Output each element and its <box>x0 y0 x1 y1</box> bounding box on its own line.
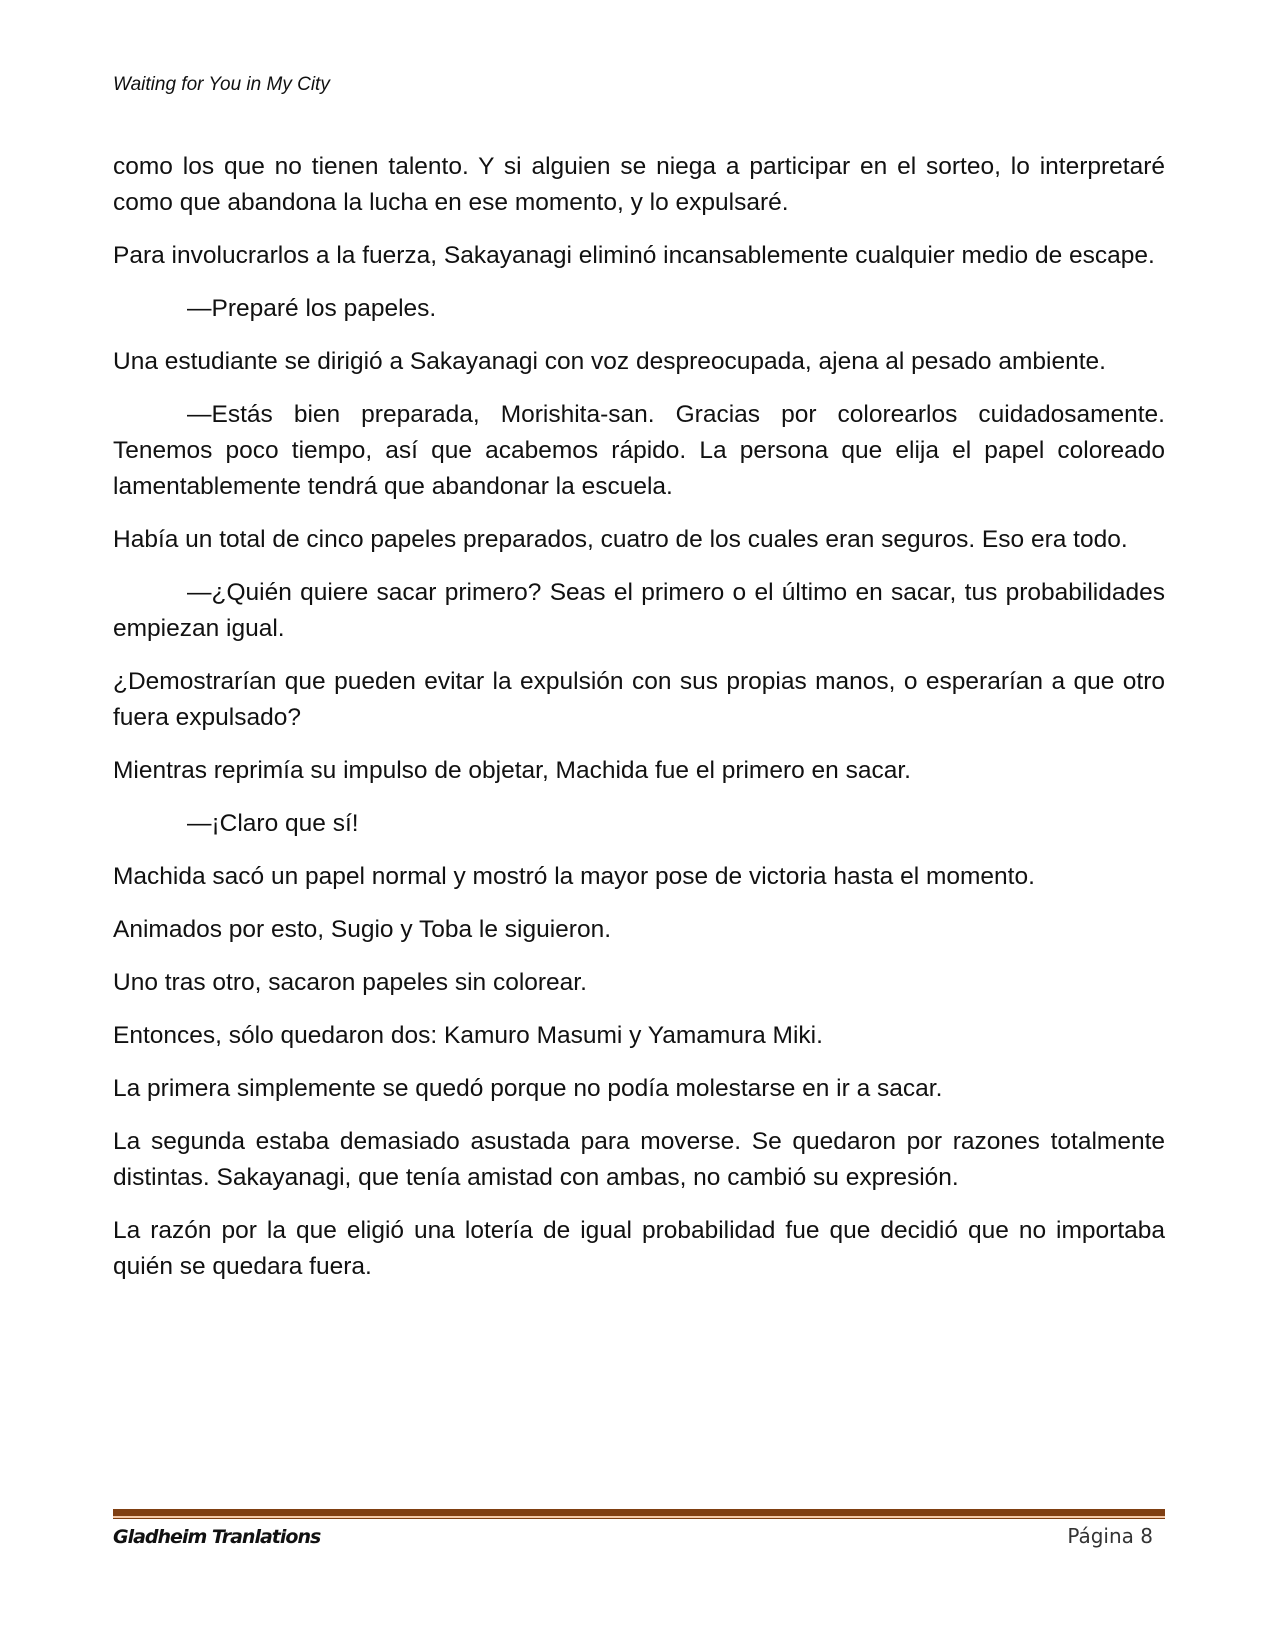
paragraph: Animados por esto, Sugio y Toba le siguieron. <box>113 916 612 943</box>
running-header: Waiting for You in My City <box>113 74 330 95</box>
paragraph: como los que no tienen talento. Y si alguien se niega a participar en el sorteo, lo interpretaré como que abandona la lucha en ese momento, y lo expulsaré. <box>113 153 1165 216</box>
paragraph: Entonces, sólo quedaron dos: Kamuro Masumi y Yamamura Miki. <box>113 1022 823 1049</box>
dialogue-paragraph: —Preparé los papeles. <box>187 295 437 322</box>
paragraph: Uno tras otro, sacaron papeles sin colorear. <box>113 969 587 996</box>
footer-publisher: Gladheim Tranlations <box>113 1526 321 1548</box>
dialogue-paragraph: —Estás bien preparada, Morishita-san. Gracias por colorearlos cuidadosamente. Tenemos poco tiempo, así que acabemos rápido. La persona que elija el papel coloreado lamentablemente tendrá que abandonar la escuela. <box>113 401 1165 500</box>
paragraph: La segunda estaba demasiado asustada para moverse. Se quedaron por razones totalmente distintas. Sakayanagi, que tenía amistad con ambas, no cambió su expresión. <box>113 1128 1165 1191</box>
dialogue-paragraph: —¡Claro que sí! <box>187 810 359 837</box>
dialogue-paragraph: —¿Quién quiere sacar primero? Seas el primero o el último en sacar, tus probabilidades empiezan igual. <box>113 579 1165 642</box>
paragraph: ¿Demostrarían que pueden evitar la expulsión con sus propias manos, o esperarían a que otro fuera expulsado? <box>113 668 1165 731</box>
page-number: Página 8 <box>1067 1524 1153 1548</box>
footer-rule <box>113 1509 1165 1518</box>
paragraph: Para involucrarlos a la fuerza, Sakayanagi eliminó incansablemente cualquier medio de escape. <box>113 242 1155 269</box>
paragraph: Mientras reprimía su impulso de objetar, Machida fue el primero en sacar. <box>113 757 911 784</box>
page-body <box>113 149 1165 1302</box>
paragraph: Había un total de cinco papeles preparados, cuatro de los cuales eran seguros. Eso era todo. <box>113 526 1128 553</box>
paragraph: Machida sacó un papel normal y mostró la mayor pose de victoria hasta el momento. <box>113 863 1035 890</box>
paragraph: Una estudiante se dirigió a Sakayanagi con voz despreocupada, ajena al pesado ambiente. <box>113 348 1106 375</box>
paragraph: La razón por la que eligió una lotería de igual probabilidad fue que decidió que no importaba quién se quedara fuera. <box>113 1217 1165 1280</box>
paragraph: La primera simplemente se quedó porque no podía molestarse en ir a sacar. <box>113 1075 943 1102</box>
